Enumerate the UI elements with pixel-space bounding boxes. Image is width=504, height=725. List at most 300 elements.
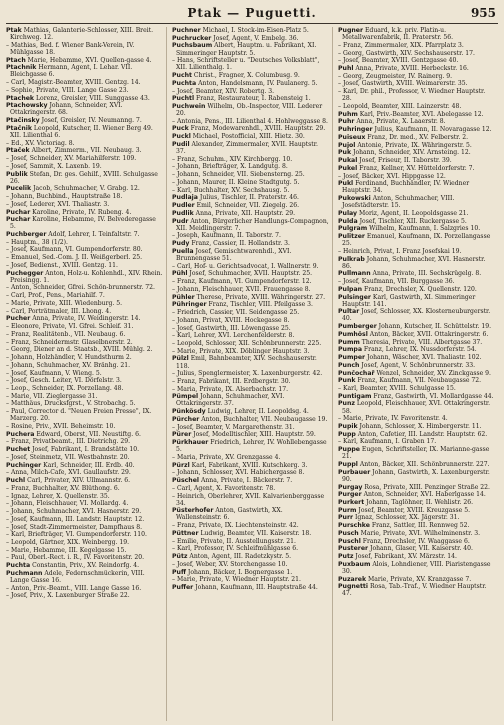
entry-details: – Franz, Privatbeamt., III. Dietrichg. 29. <box>6 438 131 446</box>
entry-details: Ferdinand, Buchhändler, IV. Wiedner Hauptstr. 34. <box>342 180 470 195</box>
directory-entry <box>6 308 163 315</box>
entry-surname: Puchta <box>6 562 31 570</box>
entry-surname: Pukal <box>338 157 358 165</box>
entry-details: – Emilie, Private, II. Ausstellungsstr. 21. <box>172 537 296 545</box>
directory-entry <box>6 547 163 554</box>
entry-details: – Julius, Spenglermeister, X. Laxenburgerstr. 42. <box>172 370 323 378</box>
directory-entry <box>338 576 495 583</box>
entry-details: Mathias, Galanterie-Schlosser, XIII. Breit. Kirchweg. 12. <box>10 27 154 42</box>
entry-surname: Purgay <box>338 483 363 491</box>
entry-surname: Puppl <box>338 460 358 468</box>
entry-surname: Pucelik <box>6 185 32 193</box>
entry-details: – Josef, Gastwirth, III. Löwengasse 25. <box>172 324 291 332</box>
directory-entry <box>172 584 329 591</box>
directory-entry <box>172 27 329 34</box>
directory-entry <box>172 270 329 277</box>
entry-details: – Sophie, Private, VIII. Lange Gasse 23. <box>6 86 129 94</box>
directory-entry <box>6 385 163 392</box>
entry-surname: Pühl <box>172 270 188 278</box>
entry-surname: Punch <box>338 361 360 369</box>
directory-entry <box>338 415 495 422</box>
entry-details: – Josef, Stadt-Zimmermeister, Dampfhaus 8. <box>6 523 143 531</box>
directory-entry <box>6 377 163 384</box>
directory-entry <box>172 439 329 453</box>
entry-surname: Puffer <box>172 584 194 592</box>
directory-entry <box>172 348 329 355</box>
entry-details: – Heinrich, Oberlehrer, XVII. Kalvarienberggasse 34. <box>172 492 325 507</box>
entry-surname: Pühringer <box>172 301 207 309</box>
directory-entry <box>338 400 495 414</box>
entry-surname: Pürzl <box>172 461 190 469</box>
entry-details: Theresia, Private, VIII. Albertgasse 37. <box>359 338 483 346</box>
entry-details: Johann, Schuhmacher, XVI. Hasnerstr. 86. <box>342 255 486 270</box>
directory-entry <box>6 171 163 185</box>
entry-details: Anna, Private, III. Sechskrügelg. 8. <box>370 270 482 278</box>
entry-details: – Hauptm., 38 (1/2). <box>6 238 68 246</box>
entry-details: – Johann, Buchbind., Hauptstraße 18. <box>6 193 123 201</box>
entry-details: Anton, Agent, III. Radetzkystr. 5. <box>187 553 292 561</box>
entry-details: – Josef, Weber, XV. Storchengasse 10. <box>172 560 288 568</box>
entry-details: Karoline, Hebamme, IV. Belvederegasse 5. <box>10 216 156 231</box>
directory-entry <box>6 362 163 369</box>
entry-details: Michael, I. Stock-im-Eisen-Platz 5. <box>200 27 309 34</box>
entry-details: Edward, Oberst, VII. Neustiftg. 6. <box>34 430 141 438</box>
entry-details: Johann, Taglöhner, II. Wehlistr. 26. <box>364 498 474 506</box>
directory-entry <box>6 531 163 538</box>
directory-entry <box>338 73 495 80</box>
entry-details: Moriz, Agent, II. Leopoldsgasse 21. <box>357 209 469 217</box>
directory-entry <box>6 592 163 599</box>
directory-entry <box>172 378 329 385</box>
entry-surname: Punčochař <box>338 369 375 377</box>
entry-details: Leopold, Fleischhauer, XVI. Ottakringerstr. 58. <box>342 400 491 415</box>
entry-details: – Ed., XV. Victoriag. 8. <box>6 139 75 147</box>
directory-entry <box>338 499 495 506</box>
entry-surname: Puppe <box>338 446 360 454</box>
directory-entry <box>172 301 329 308</box>
entry-details: – Johann, Briefträger, X. Landgutg. 8. <box>172 163 288 171</box>
entry-surname: Puhl <box>338 64 354 72</box>
entry-details: Josef, Modelltischler, XIII. Hauptstr. 59. <box>191 431 316 439</box>
entry-details: Anton, Cafetier, III. Landstr. Hauptstr. 62. <box>355 430 488 438</box>
entry-details: – Josef, Lederer, XVI. Thaliastr. 3. <box>6 200 110 208</box>
entry-details: Franz, Drechsler, IV. Waaggasse 6. <box>360 537 470 545</box>
directory-entry <box>338 385 495 392</box>
entry-details: – Leopold, Schlosser, XII. Schönbrunnerstr. 225. <box>172 339 322 347</box>
directory-entry <box>338 308 495 322</box>
entry-surname: Pusch <box>338 529 359 537</box>
entry-details: Franz, Restaurateur, I. Rabensteig 1. <box>194 95 311 103</box>
entry-details: – Matthäus, Drucksfgrst., V. Strobachg. 5. <box>6 400 136 408</box>
entry-surname: Puchsbaum <box>172 42 213 50</box>
directory-entry <box>172 118 329 125</box>
entry-details: Anton, Schneider, XVI. Haberlgasse 14. <box>361 491 486 499</box>
directory-entry <box>172 493 329 507</box>
directory-entry <box>338 180 495 194</box>
entry-details: Franz, Kellner, XV. Hütteldorferstr. 7. <box>357 164 475 172</box>
directory-entry <box>6 585 163 592</box>
entry-details: – Karl, Briefträger, VI. Gumpendorferstr. 110. <box>6 531 147 539</box>
entry-surname: Ptach <box>6 56 26 64</box>
directory-entry <box>6 64 163 78</box>
entry-details: Marie, Private, XV. Kranzgasse 7. <box>366 575 472 583</box>
directory-entry <box>6 570 163 584</box>
entry-surname: Pugner <box>338 27 364 34</box>
entry-details: – Josef, Beamter, V. Margarethenstr. 31. <box>172 423 295 431</box>
directory-entry <box>172 248 329 262</box>
entry-surname: Purm <box>338 506 357 514</box>
directory-entry <box>172 163 329 170</box>
entry-surname: Publik <box>6 170 28 178</box>
entry-details: Anton, Buchhalter, VII. Neubaugasse 19. <box>199 415 328 423</box>
entry-details: Marie, Hebamme, XVI. Quellen-gasse 4. <box>25 56 152 64</box>
directory-entry <box>338 57 495 64</box>
directory-entry <box>338 393 495 400</box>
directory-entry <box>338 27 495 41</box>
column-2 <box>172 27 333 721</box>
entry-details: – Johann, Maurer, II. Kleine Stadtgutg. 5. <box>172 178 300 186</box>
entry-surname: Pumpa <box>338 346 362 354</box>
entry-surname: Puchtl <box>172 95 195 103</box>
directory-entry <box>338 514 495 521</box>
entry-details: – Johann, Fleischhauer, VI. Mollardg. 4. <box>6 500 129 508</box>
directory-entry <box>172 507 329 521</box>
entry-surname: Ptaček <box>6 147 30 155</box>
entry-surname: Pumberger <box>338 323 377 331</box>
entry-surname: Pümpel <box>172 393 199 401</box>
entry-surname: Pürer <box>172 431 192 439</box>
directory-entry <box>172 576 329 583</box>
directory-entry <box>172 416 329 423</box>
page-title: Ptak — Puguetti. <box>187 6 317 20</box>
entry-details: Josef, Greisler, IV. Neumanng. 7. <box>39 117 142 125</box>
entry-surname: Pultar <box>338 308 360 316</box>
entry-surname: Punk <box>338 377 356 385</box>
entry-details: – Josef, Sammit, X. Laxenb. 19. <box>6 162 102 170</box>
entry-surname: Pujol <box>338 141 356 149</box>
directory-entry <box>338 248 495 255</box>
entry-details: – Josef, Bäcker, XVI. Hippgasse 12. <box>338 172 446 180</box>
entry-details: – Josef, Priv., X. Laxenburger Straße 22. <box>6 592 130 600</box>
entry-surname: Pünkösdy <box>172 408 206 416</box>
entry-surname: Puzarek <box>338 575 367 583</box>
entry-details: – Paul, Corrector d. "Neuen Freien Presse", IX. Marzerg. 20. <box>6 408 152 423</box>
directory-entry <box>338 80 495 87</box>
entry-surname: Puhringer <box>338 126 373 134</box>
directory-entry <box>338 294 495 308</box>
directory-entry <box>172 80 329 87</box>
entry-details: Johann, Kutscher, II. Schüttelstr. 19. <box>376 323 492 331</box>
entry-details: – Heinrich, Privat, I. Franz Josefskai 19. <box>338 247 462 255</box>
entry-details: Josef, Schuhmacher, XVII. Hauptstr. 25. <box>187 270 313 278</box>
entry-surname: Pütz <box>172 553 188 561</box>
directory-entry <box>6 292 163 299</box>
entry-details: Carl, Privater, XIV. Ullmannstr. 6. <box>25 477 131 485</box>
entry-details: – Anton, Priv.-Beamt., VIII. Lange Gasse 16. <box>6 584 142 592</box>
entry-surname: Pudy <box>172 240 190 248</box>
directory-entry <box>172 202 329 209</box>
directory-entry <box>6 284 163 291</box>
directory-entry <box>6 454 163 461</box>
entry-surname: Pukl <box>338 180 354 188</box>
entry-surname: Puchinger <box>6 461 42 469</box>
entry-surname: Pulgram <box>338 225 368 233</box>
entry-details: Albert, Zimmerm., VII. Neubaug. 3. <box>29 147 142 155</box>
directory-entry <box>338 522 495 529</box>
directory-entry <box>6 354 163 361</box>
entry-details: Karl, Schneider, III. Erdb. 40. <box>41 461 135 469</box>
entry-details: Adele, Federnschmückerin, VIII. Lange Gasse 16. <box>10 569 145 584</box>
entry-details: Eugen, Schriftsteller, IX. Marianne-gasse 21. <box>342 446 490 461</box>
directory-entry <box>338 431 495 438</box>
entry-surname: Pugnetti <box>338 583 369 591</box>
directory-entry <box>6 147 163 154</box>
directory-entry <box>338 583 495 597</box>
directory-entry <box>6 209 163 216</box>
directory-entry <box>338 256 495 270</box>
entry-details: – Franz, Schneidermstr. Glaselbnerstr. 2. <box>6 338 133 346</box>
directory-entry <box>338 446 495 460</box>
directory-entry <box>338 111 495 118</box>
entry-details: Jacob, Schuhmacher, V. Grabg. 12. <box>31 185 140 193</box>
directory-entry <box>6 57 163 64</box>
entry-details: Josef, Tischler, XII. Ruckergasse 5. <box>357 217 467 225</box>
directory-entry <box>172 545 329 552</box>
directory-entry <box>338 233 495 247</box>
entry-details: Anton, Holz-u. Kohlenhdl., XIV. Rhein. Preisingg. 1. <box>10 269 163 284</box>
directory-entry <box>6 155 163 162</box>
entry-details: Ludwig, Beamter, VII. Kaiserstr. 18. <box>198 529 312 537</box>
directory-entry <box>338 165 495 172</box>
entry-details: Anton, Handelsmann, IV. Paulanerg. 5. <box>196 79 318 87</box>
entry-details: Julius, Kaufmann, II. Novaragasse 12. <box>372 126 492 134</box>
entry-details: Constantin, Priv., XV. Reindorfg. 4. <box>30 562 140 570</box>
directory-entry <box>6 27 163 41</box>
directory-entry <box>172 386 329 393</box>
entry-surname: Pudlaja <box>172 194 198 202</box>
entry-details: Lorenz, Greisler, VIII. Sunggasse 43. <box>34 94 150 102</box>
directory-entry <box>338 346 495 353</box>
directory-entry <box>6 370 163 377</box>
entry-details: Johann, Bäcker, I. Bognergasse 1. <box>185 568 293 576</box>
entry-details: Josef, Fabrikant, I. Brandstätte 10. <box>30 446 140 454</box>
directory-entry <box>338 538 495 545</box>
directory-entry <box>338 553 495 560</box>
directory-entry <box>6 485 163 492</box>
directory-entry <box>172 561 329 568</box>
directory-entry <box>172 42 329 56</box>
entry-details: – Carl, Porträtmaler, III. Lhong. 4. <box>6 307 112 315</box>
entry-details: Josef, Fabrikant, XV. Märzstr. 14. <box>353 553 457 561</box>
entry-details: – Josef, Schneider, XV. Mariahilferstr. 109. <box>6 155 137 163</box>
entry-details: – Josef, Beamter, XVIII. Gentzgasse 40. <box>338 57 459 65</box>
entry-details: – Anton, Schneider, Gfrei. Schön-brunnerstr. 72. <box>6 284 155 292</box>
directory-entry <box>172 95 329 102</box>
directory-entry <box>338 484 495 491</box>
entry-details: – Josef, Beamter, XIV. Robertg. 3. <box>172 87 275 95</box>
entry-details: Anna, Private, XII. Hauptstr. 29. <box>193 209 296 217</box>
entry-details: Christ., Fragner, X. Columbusg. 9. <box>191 72 300 80</box>
entry-details: Rosa, Private, XIII. Penzinger Straße 22. <box>362 483 490 491</box>
entry-surname: Puchegger <box>6 269 44 277</box>
entry-surname: Puchmann <box>6 569 43 577</box>
directory-entry <box>6 216 163 230</box>
directory-entry <box>172 171 329 178</box>
directory-entry <box>172 454 329 461</box>
entry-surname: Purger <box>338 491 362 499</box>
entry-details: – Josef, Steinmetz, VII. Westbahnstr. 20. <box>6 453 130 461</box>
entry-details: Leopold, Kutscher, II. Wiener Berg 49. XII. Lilienthal 6. <box>10 124 153 139</box>
directory-entry <box>6 477 163 484</box>
entry-details: Johann, Kaufmann, III. Hauptstraße 44. <box>193 584 318 592</box>
entry-details: Rosa, Tab.-Traf., V. Wiedner Hauptstr. 47. <box>342 583 487 598</box>
directory-entry <box>172 210 329 217</box>
entry-details: Franz, Kaufmann, VII. Neubaugasse 72. <box>355 377 482 385</box>
entry-surname: Puchta <box>172 79 197 87</box>
entry-details: – Anna, Milch-Cafe, XVI. Gaullaufstr. 29. <box>6 469 131 477</box>
entry-surname: Pudlik <box>172 209 194 217</box>
entry-surname: Puchberger <box>6 231 47 239</box>
entry-surname: Putz <box>338 553 354 561</box>
directory-entry <box>6 393 163 400</box>
directory-entry <box>6 185 163 192</box>
directory-entry <box>6 524 163 531</box>
entry-details: Franz, Dr. med., XV. Felberstr. 2. <box>365 133 469 141</box>
entry-details: Wilhelm, Kaufmann, I. Salzgries 10. <box>367 225 481 233</box>
entry-details: Friedrich, Lehrer, IV. Wohllebengasse 5. <box>176 439 327 454</box>
directory-entry <box>6 554 163 561</box>
entry-details: Anna, Private, I. Bäckerstr. 7. <box>199 477 293 485</box>
directory-entry <box>6 270 163 284</box>
entry-details: Julius, Tischler, II. Praterstr. 46. <box>197 194 299 202</box>
directory-entry <box>6 323 163 330</box>
directory-entry <box>338 126 495 133</box>
directory-entry <box>6 262 163 269</box>
entry-surname: Ptachek <box>6 94 35 102</box>
directory-entry <box>6 539 163 546</box>
entry-details: Josef, Beamter, XVIII. Kreuzgasse 5. <box>356 506 471 514</box>
entry-surname: Pumper <box>338 354 366 362</box>
entry-details: Wilhelm, Ob.-Inspector, VIII. Lederer 20. <box>176 102 323 118</box>
entry-surname: Purbauer <box>338 468 371 476</box>
entry-details: Johann, Gastwirth, X. Laxenburgerstr. 90. <box>342 468 490 483</box>
entry-surname: Pulsinger <box>338 293 371 301</box>
directory-entry <box>172 538 329 545</box>
entry-surname: Puchner <box>172 27 201 34</box>
directory-entry <box>172 424 329 431</box>
entry-surname: Puchet <box>6 446 31 454</box>
entry-details: – Franz, Zimmermaler, XIX. Pfarrplatz 3. <box>338 41 464 49</box>
directory-entry <box>172 431 329 438</box>
entry-details: Anna, Private, XVIII. Herbeckstr. 16. <box>353 64 469 72</box>
entry-surname: Püschel <box>172 477 200 485</box>
entry-details: Johann, Schuhmacher, XVI. Ottakringerstr. 37. <box>176 393 285 408</box>
directory-entry <box>6 315 163 322</box>
entry-surname: Puxbaum <box>338 560 371 568</box>
directory-entry <box>172 179 329 186</box>
directory-entry <box>6 423 163 430</box>
entry-details: Johann, Schlosser, X. Himbergerstr. 11. <box>357 423 482 430</box>
entry-surname: Pusterer <box>338 545 369 553</box>
entry-details: Franz, Sattler, III. Rennweg 52. <box>369 522 470 530</box>
page-number: 955 <box>470 6 496 20</box>
directory-entry <box>338 491 495 498</box>
directory-entry <box>172 317 329 324</box>
entry-details: – Johann, Holzhändler, V. Hundsthurm 2. <box>6 354 132 362</box>
directory-entry <box>172 370 329 377</box>
entry-details: – Josef, Gesch. Leiter, VI. Dörfelstr. 3. <box>6 377 122 385</box>
entry-surname: Puhr <box>338 118 355 126</box>
page-header <box>6 5 498 24</box>
entry-details: Franz, Cassier, II. Hollandstr. 3. <box>189 240 290 248</box>
entry-details: Franz, Lehrer, IX. Nussdorferstr. 54. <box>362 346 477 354</box>
directory-entry <box>6 438 163 445</box>
directory-entry <box>338 423 495 430</box>
entry-details: – Carl, Magistr.-Beamter, XVIII. Gentzg. 14. <box>6 79 141 87</box>
entry-surname: Puck <box>172 125 189 133</box>
entry-details: Karl, Fabrikant, XVIII. Kutschkerg. 3. <box>189 461 308 469</box>
directory-entry <box>172 332 329 339</box>
entry-surname: Pucher <box>6 315 31 323</box>
entry-details: Franz, Modewarenhdl., XVIII. Hauptstr. 29. <box>188 125 326 133</box>
entry-details: Anton, Bäcker, XII. Schönbrunnerstr. 227. <box>357 460 490 468</box>
directory-entry <box>172 88 329 95</box>
entry-details: – Carl, Prof., Pens., Mariahilf. 7. <box>6 292 105 300</box>
directory-entry <box>338 195 495 209</box>
entry-details: – Franz, Schuhm., XIV. Kirchbergg. 10. <box>172 155 293 163</box>
directory-entry <box>338 173 495 180</box>
directory-entry <box>6 516 163 523</box>
entry-details: – Carl, Agent, X. Favoritenstr. 78. <box>172 484 276 492</box>
entry-details: – Maria, Private, IX. Alserbachstr. 17. <box>172 385 289 393</box>
entry-details: – Leopold, Beamter, XIII. Lainzerstr. 48. <box>338 102 462 110</box>
directory-entry <box>172 553 329 560</box>
directory-entry <box>6 201 163 208</box>
entry-surname: Puchar <box>6 216 31 224</box>
directory-entry <box>338 134 495 141</box>
directory-entry <box>338 65 495 72</box>
directory-entry <box>338 278 495 285</box>
entry-surname: Pulay <box>338 209 358 217</box>
entry-surname: Purschke <box>338 522 370 530</box>
entry-surname: Pulda <box>338 217 358 225</box>
directory-entry <box>172 294 329 301</box>
entry-details: – Josef, Kaufmann, III. Landstr. Hauptstr. 12. <box>6 515 145 523</box>
entry-details: – Karl, Buchhalter, XV. Sechshausg. 5. <box>172 186 290 194</box>
entry-details: – Antonia, Pens., III. Lilienthal 4. Hohlweggasse 8. <box>172 117 328 125</box>
directory-entry <box>338 323 495 330</box>
directory-entry <box>338 561 495 575</box>
directory-entry <box>172 355 329 369</box>
directory-entry <box>172 141 329 155</box>
directory-entry <box>338 225 495 232</box>
entry-details: – Joseph, Kaufmann, II. Taborstr. 7. <box>172 232 281 240</box>
entry-details: Karl, Gastwirth, XI. Simmeringer Hauptstr. 141. <box>342 293 476 308</box>
entry-details: – Franz, Fabrikant, III. Erdbergstr. 30. <box>172 377 291 385</box>
entry-surname: Pürkhauer <box>172 439 209 447</box>
entry-surname: Pürcher <box>172 415 200 423</box>
entry-details: Franz, Tischler, VIII. Pfeilgasse 3. <box>206 301 313 309</box>
directory-entry <box>172 156 329 163</box>
entry-details: – Karl, Kaufmann, I. Graben 17. <box>338 438 437 446</box>
entry-details: – Karl, Dr. phil., Professor, V. Wiedner Hauptstr. 28. <box>338 88 486 103</box>
directory-entry <box>172 477 329 484</box>
entry-details: Emil, Schneider, VII. Ziegelg. 26. <box>194 202 300 210</box>
column-1 <box>6 27 167 721</box>
entry-details: Alois, Lohndiener, VIII. Piaristengasse 30. <box>342 560 491 575</box>
entry-details: – Marie, Private, XIX. Döblinger Hauptstr. 3. <box>172 347 310 355</box>
entry-surname: Puella <box>172 247 194 255</box>
